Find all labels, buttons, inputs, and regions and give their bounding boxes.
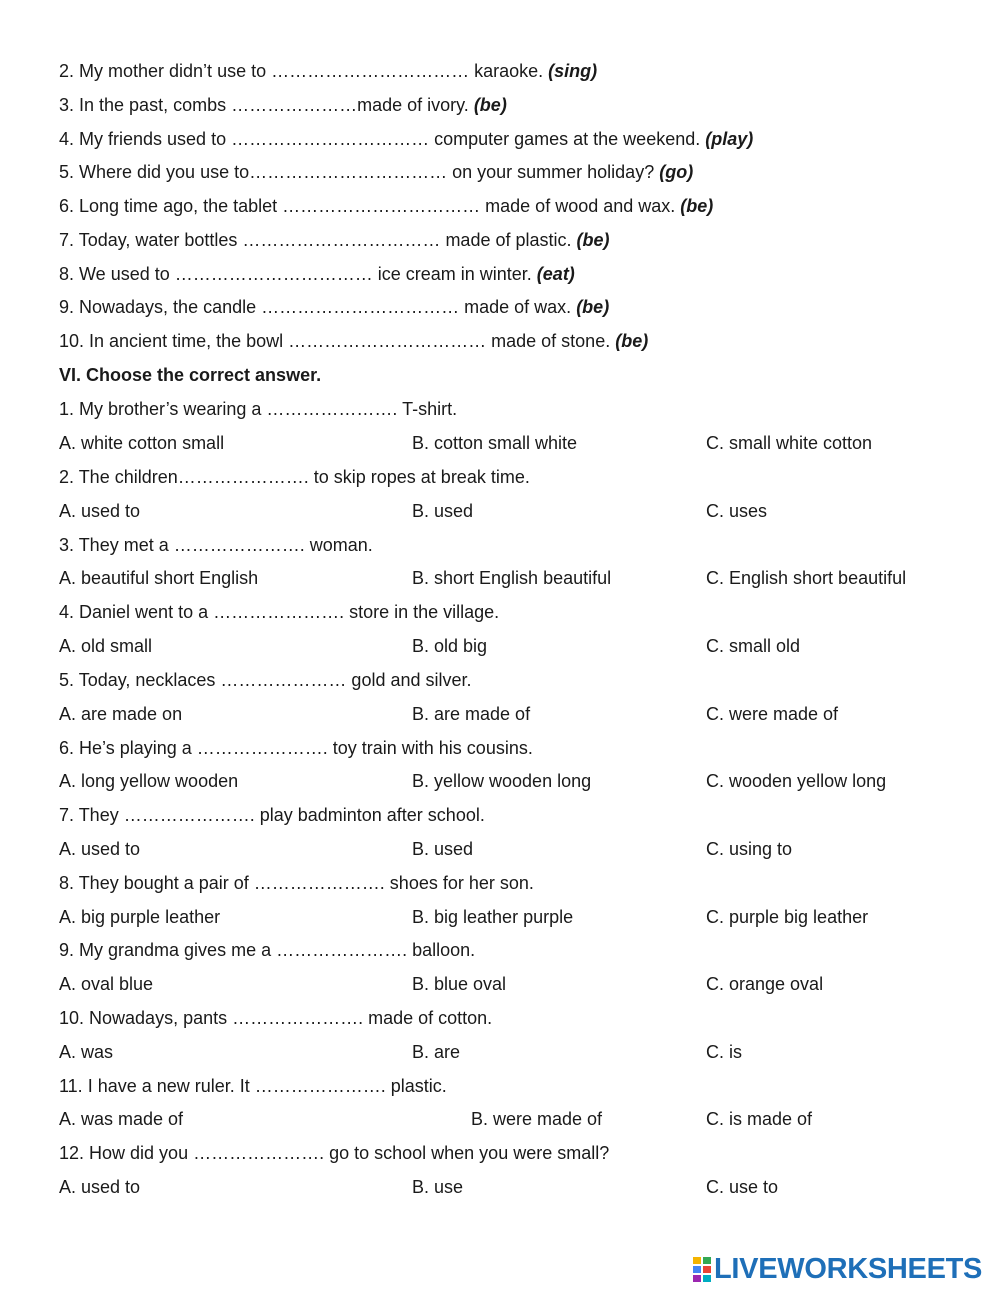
option-c[interactable]: C. small white cotton <box>706 433 873 453</box>
item-text: 5. Where did you use to…………………………… on your summer holiday? <box>59 162 660 182</box>
question-text: 8. They bought a pair of …………………. shoes for her son. <box>59 873 534 893</box>
option-c[interactable]: C. wooden yellow long <box>706 771 887 791</box>
option-c[interactable]: C. small old <box>706 636 801 656</box>
verb-hint: (go) <box>659 162 694 182</box>
exercise-item <box>59 196 713 216</box>
liveworksheets-logo-text: LIVEWORKSHEETS <box>714 1252 983 1285</box>
verb-hint: (be) <box>473 95 507 115</box>
option-c[interactable]: C. English short beautiful <box>706 568 907 588</box>
option-b[interactable]: B. cotton small white <box>412 433 578 453</box>
option-b[interactable]: B. were made of <box>471 1109 603 1129</box>
item-text: 9. Nowadays, the candle …………………………… made of wax. <box>59 297 577 317</box>
verb-hint: (be) <box>576 297 610 317</box>
item-text: 10. In ancient time, the bowl …………………………… made of stone. <box>59 331 616 351</box>
option-a[interactable]: A. used to <box>59 1177 141 1197</box>
item-text: 4. My friends used to …………………………… computer games at the weekend. <box>59 129 706 149</box>
exercise-item <box>59 264 575 284</box>
question-text: 6. He’s playing a …………………. toy train with his cousins. <box>59 738 533 758</box>
option-a[interactable]: A. are made on <box>59 704 183 724</box>
exercise-item <box>59 129 753 149</box>
option-a[interactable]: A. was made of <box>59 1109 184 1129</box>
item-text: 8. We used to …………………………… ice cream in winter. <box>59 264 537 284</box>
option-c[interactable]: C. purple big leather <box>706 907 869 927</box>
exercise-item <box>59 297 609 317</box>
question-text: 3. They met a …………………. woman. <box>59 535 373 555</box>
question-text: 2. The children…………………. to skip ropes at break time. <box>59 467 530 487</box>
option-b[interactable]: B. old big <box>412 636 488 656</box>
question-text: 10. Nowadays, pants …………………. made of cotton. <box>59 1008 493 1028</box>
option-c[interactable]: C. is made of <box>706 1109 813 1129</box>
option-b[interactable]: B. yellow wooden long <box>412 771 592 791</box>
option-c[interactable]: C. use to <box>706 1177 779 1197</box>
option-a[interactable]: A. big purple leather <box>59 907 221 927</box>
question-text: 12. How did you …………………. go to school when you were small? <box>59 1143 610 1163</box>
exercise-item <box>59 230 610 250</box>
exercise-item <box>59 61 597 81</box>
exercise-item <box>59 331 648 351</box>
option-b[interactable]: B. are made of <box>412 704 531 724</box>
question-text: 11. I have a new ruler. It …………………. plastic. <box>59 1076 447 1096</box>
item-text: 6. Long time ago, the tablet …………………………… made of wood and wax. <box>59 196 681 216</box>
option-a[interactable]: A. oval blue <box>59 974 154 994</box>
option-b[interactable]: B. used <box>412 839 474 859</box>
question-text: 1. My brother’s wearing a …………………. T-shirt. <box>59 399 458 419</box>
verb-hint: (play) <box>705 129 754 149</box>
item-text: 7. Today, water bottles …………………………… made of plastic. <box>59 230 577 250</box>
option-c[interactable]: C. uses <box>706 501 768 521</box>
section-heading: VI. Choose the correct answer. <box>59 365 322 385</box>
verb-hint: (be) <box>680 196 714 216</box>
option-b[interactable]: B. are <box>412 1042 461 1062</box>
option-a[interactable]: A. beautiful short English <box>59 568 259 588</box>
option-c[interactable]: C. using to <box>706 839 793 859</box>
item-text: 3. In the past, combs …………………made of ivory. <box>59 95 474 115</box>
option-a[interactable]: A. old small <box>59 636 153 656</box>
option-b[interactable]: B. use <box>412 1177 464 1197</box>
option-c[interactable]: C. were made of <box>706 704 839 724</box>
item-text: 2. My mother didn’t use to …………………………… karaoke. <box>59 61 549 81</box>
verb-hint: (be) <box>576 230 610 250</box>
option-a[interactable]: A. long yellow wooden <box>59 771 239 791</box>
liveworksheets-logo-icon <box>692 1255 712 1283</box>
option-a[interactable]: A. white cotton small <box>59 433 225 453</box>
option-b[interactable]: B. used <box>412 501 474 521</box>
verb-hint: (sing) <box>548 61 598 81</box>
option-c[interactable]: C. is <box>706 1042 742 1062</box>
exercise-item <box>59 162 693 182</box>
verb-hint: (be) <box>615 331 649 351</box>
question-text: 4. Daniel went to a …………………. store in the village. <box>59 602 500 622</box>
question-text: 7. They …………………. play badminton after school. <box>59 805 485 825</box>
option-c[interactable]: C. orange oval <box>706 974 824 994</box>
option-a[interactable]: A. used to <box>59 839 141 859</box>
option-a[interactable]: A. used to <box>59 501 141 521</box>
verb-hint: (eat) <box>536 264 575 284</box>
option-b[interactable]: B. blue oval <box>412 974 507 994</box>
option-b[interactable]: B. short English beautiful <box>412 568 612 588</box>
liveworksheets-logo <box>692 1252 982 1286</box>
option-b[interactable]: B. big leather purple <box>412 907 574 927</box>
question-text: 9. My grandma gives me a …………………. balloon. <box>59 940 476 960</box>
option-a[interactable]: A. was <box>59 1042 114 1062</box>
question-text: 5. Today, necklaces ………………… gold and silver. <box>59 670 472 690</box>
exercise-item <box>59 95 507 115</box>
